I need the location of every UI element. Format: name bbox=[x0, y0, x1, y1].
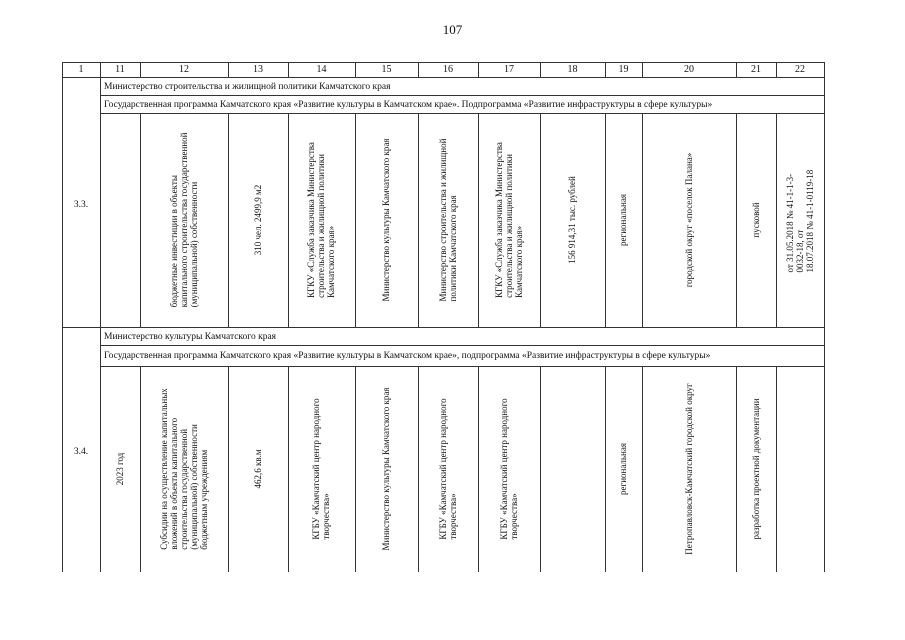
header-col-18: 18 bbox=[567, 64, 578, 75]
r1-col-13 bbox=[288, 113, 289, 327]
row-ministry: Министерство культуры Камчатского края bbox=[104, 332, 277, 342]
row1-ministry-rule bbox=[100, 95, 824, 96]
header-col-17: 17 bbox=[504, 64, 514, 75]
header-col-21: 21 bbox=[751, 64, 761, 75]
header-col-16: 16 bbox=[443, 64, 453, 75]
cell-c20: Петропавловск-Камчатский городской округ bbox=[684, 383, 694, 555]
r2-col-17 bbox=[540, 366, 541, 572]
cell-c14: КГКУ «Служба заказчика Министерства строительства и жилищной политики Камчатского края» bbox=[306, 142, 336, 298]
r1-col-12 bbox=[228, 113, 229, 327]
cell-c16: КГБУ «Камчатский центр народного творчества» bbox=[438, 398, 458, 540]
row-program: Государственная программа Камчатского края «Развитие культуры в Камчатском крае», подпрограмма «Развитие инфраструктуры в сфере культуры» bbox=[104, 351, 711, 361]
row-divider-rule bbox=[62, 327, 824, 328]
r2-col-21 bbox=[776, 366, 777, 572]
row-number: 3.3. bbox=[73, 200, 89, 210]
table-top-rule bbox=[62, 62, 824, 63]
r2-col-20 bbox=[736, 366, 737, 572]
row1-program-rule bbox=[100, 113, 824, 114]
r2-col-14 bbox=[355, 366, 356, 572]
cell-c15: Министерство культуры Камчатского края bbox=[381, 387, 391, 551]
cell-c12: бюджетные инвестиции в объекты капитального строительства государственной (муниципальной) собственности bbox=[169, 132, 199, 308]
row-program: Государственная программа Камчатского края «Развитие культуры в Камчатском крае». Подпрограмма «Развитие инфраструктуры в сфере культуры» bbox=[104, 100, 713, 110]
r1-col-14 bbox=[355, 113, 356, 327]
r2-col-12 bbox=[228, 366, 229, 572]
r1-col-19 bbox=[642, 113, 643, 327]
col-border-right bbox=[824, 62, 825, 572]
r2-col-15 bbox=[418, 366, 419, 572]
cell-c21: разработка проектной документации bbox=[751, 398, 761, 540]
row-ministry: Министерство строительства и жилищной политики Камчатского края bbox=[104, 82, 391, 92]
r1-col-20 bbox=[736, 113, 737, 327]
col-border-left bbox=[62, 62, 63, 572]
header-col-1: 1 bbox=[78, 64, 84, 75]
cell-c14: КГБУ «Камчатский центр народного творчества» bbox=[311, 398, 331, 540]
page-number: 107 bbox=[442, 22, 463, 37]
cell-c19: региональная bbox=[618, 443, 628, 495]
header-col-22: 22 bbox=[795, 64, 805, 75]
cell-c18: 156 914,31 тыс. рублей bbox=[567, 176, 577, 264]
r1-col-17 bbox=[540, 113, 541, 327]
header-col-20: 20 bbox=[684, 64, 694, 75]
r2-col-19 bbox=[642, 366, 643, 572]
r1-col-11 bbox=[140, 113, 141, 327]
cell-c21: пусковой bbox=[751, 202, 761, 238]
header-col-19: 19 bbox=[618, 64, 629, 75]
cell-c19: региональная bbox=[618, 194, 628, 246]
r1-col-18 bbox=[605, 113, 606, 327]
header-col-11: 11 bbox=[115, 64, 125, 75]
header-col-13: 13 bbox=[253, 64, 263, 75]
col-border-1 bbox=[100, 62, 101, 572]
cell-c17: КГКУ «Служба заказчика Министерства строительства и жилищной политики Камчатского края» bbox=[494, 142, 524, 298]
cell-c17: КГБУ «Камчатский центр народного творчества» bbox=[499, 398, 519, 540]
cell-c13: 462,6 кв.м bbox=[253, 449, 263, 489]
header-col-15: 15 bbox=[381, 64, 392, 75]
row2-ministry-rule bbox=[100, 345, 824, 346]
cell-c22: от 31.05.2018 № 41-1-1-3-0032-18, от 18.07.2018 № 41-1-0119-18 bbox=[785, 169, 815, 273]
header-col-14: 14 bbox=[316, 64, 327, 75]
header-bottom-rule bbox=[62, 77, 824, 78]
row2-program-rule bbox=[100, 366, 824, 367]
r1-col-16 bbox=[478, 113, 479, 327]
r1-col-15 bbox=[418, 113, 419, 327]
row-number: 3.4. bbox=[73, 447, 89, 457]
cell-c13: 310 чел. 2499,9 м2 bbox=[253, 184, 263, 256]
header-col-12: 12 bbox=[179, 64, 189, 75]
r2-col-18 bbox=[605, 366, 606, 572]
r1-col-21 bbox=[776, 113, 777, 327]
cell-c12: Субсидии на осуществление капитальных вложений в объекты капитального строительства государственной (муниципальной) собственности бюджетным учреждениям bbox=[159, 388, 209, 550]
cell-c20: городской округ «поселок Палана» bbox=[684, 152, 694, 288]
r2-col-13 bbox=[288, 366, 289, 572]
cell-c16: Министерство строительства и жилищной политики Камчатского края bbox=[438, 138, 458, 302]
r2-col-11 bbox=[140, 366, 141, 572]
r2-col-16 bbox=[478, 366, 479, 572]
cell-c11: 2023 год bbox=[115, 452, 125, 486]
cell-c15: Министерство культуры Камчатского края bbox=[381, 138, 391, 302]
